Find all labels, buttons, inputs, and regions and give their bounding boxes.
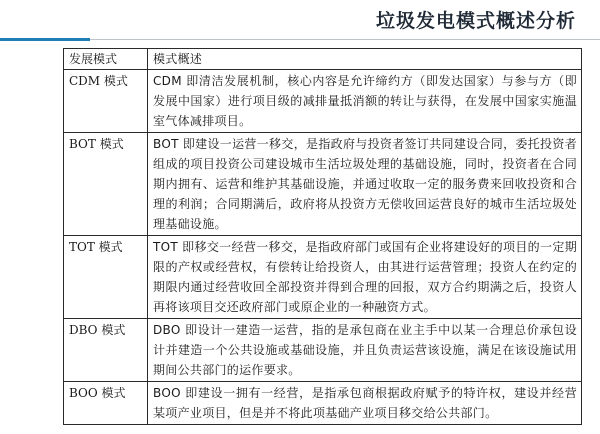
mode-cell: BOO 模式 xyxy=(64,382,148,425)
mode-cell: TOT 模式 xyxy=(64,236,148,319)
title-accent-line xyxy=(0,38,90,41)
overview-cell: TOT 即移交一经营一移交，是指政府部门或国有企业将建设好的项目的一定期限的产权或经营权，有偿转让给投资人，由其进行运营管理；投资人在约定的期限内通过经营收回全部投资并得到合理的回报，双方合约期满之后，投资人再将该项目交还政府部门或原企业的一种融资方式。 xyxy=(148,236,582,319)
table-row-cdm xyxy=(64,70,582,133)
mode-cell: CDM 模式 xyxy=(64,70,148,133)
table-row-bot xyxy=(64,133,582,236)
mode-table xyxy=(63,48,582,425)
overview-cell: BOO 即建设一拥有一经营，是指承包商根据政府赋予的特许权，建设并经营某项产业项目，但是并不将此项基础产业项目移交给公共部门。 xyxy=(148,382,582,425)
title-divider-line xyxy=(90,39,600,40)
overview-cell: BOT 即建设一运营一移交，是指政府与投资者签订共同建设合同，委托投资者组成的项目投资公司建设城市生活垃圾处理的基础设施，同时，投资者在合同期内拥有、运营和维护其基础设施，并通过收取一定的服务费来回收投资和合理的利润；合同期满后，政府将从投资方无偿收回运营良好的城市生活垃圾处理基础设施。 xyxy=(148,133,582,236)
header-mode: 发展模式 xyxy=(64,49,148,70)
overview-cell: CDM 即清洁发展机制，核心内容是允许缔约方（即发达国家）与参与方（即发展中国家）进行项目级的减排量抵消额的转让与获得，在发展中国家实施温室气体减排项目。 xyxy=(148,70,582,133)
overview-cell: DBO 即设计一建造一运营，指的是承包商在业主手中以某一合理总价承包设计并建造一个公共设施或基础设施，并且负责运营该设施，满足在该设施试用期间公共部门的运作要求。 xyxy=(148,319,582,382)
table-header-row xyxy=(64,49,582,70)
table-row-boo xyxy=(64,382,582,425)
header-overview: 模式概述 xyxy=(148,49,582,70)
mode-table-container xyxy=(63,48,582,425)
title-bar xyxy=(0,0,600,42)
table-row-tot xyxy=(64,236,582,319)
mode-cell: BOT 模式 xyxy=(64,133,148,236)
page-title: 垃圾发电模式概述分析 xyxy=(375,10,576,32)
mode-cell: DBO 模式 xyxy=(64,319,148,382)
table-row-dbo xyxy=(64,319,582,382)
